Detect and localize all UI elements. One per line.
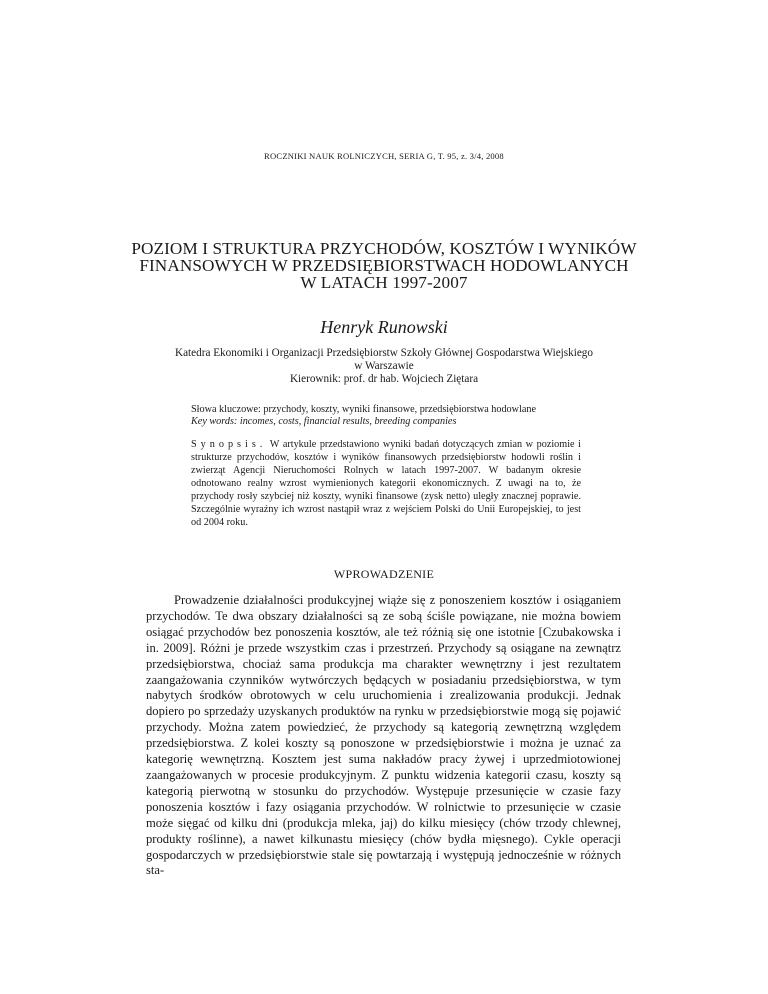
article-title bbox=[100, 240, 668, 291]
author-name: Henryk Runowski bbox=[320, 317, 448, 337]
author-affiliation bbox=[0, 347, 768, 386]
keywords-english: Key words: incomes, costs, financial results, breeding companies bbox=[191, 416, 457, 427]
keywords-polish: Słowa kluczowe: przychody, koszty, wyniki finansowe, przedsiębiorstwa hodowlane bbox=[191, 404, 536, 415]
body-paragraph: Prowadzenie działalności produkcyjnej wiąże się z ponoszeniem kosztów i osiąganiem przychodów. Te dwa obszary działalności są ze sobą ściśle powiązane, nie można bowiem osiągać przychodów bez ponoszenia kosztów, ale też różnią się one istotnie [Czubakowska i in. 2009]. Różni je przede wszystkim czas i przestrzeń. Przychody są osiągane na zewnątrz przedsiębiorstwa, chociaż sama produkcja ma charakter wewnętrzny i jest rezultatem zaangażowania czynników wytwórczych będących w posiadaniu przedsiębiorstwa, w tym nabytych środków obrotowych w celu uruchomienia i zrealizowania produkcji. Jednak dopiero po sprzedaży uzyskanych produktów na rynku w przedsiębiorstwie mogą się pojawić przychody. Można zatem powiedzieć, że przychody są kategorią zewnętrzną względem przedsiębiorstwa. Z kolei koszty są ponoszone w przedsiębiorstwie i można je uznać za kategorię wewnętrzną. Kosztem jest suma nakładów pracy żywej i uprzedmiotowionej zaangażowanych w procesie produkcyjnym. Z punktu widzenia kategorii czasu, koszty są kategorią pierwotną w stosunku do przychodów. Występuje przesunięcie w czasie fazy ponoszenia kosztów i fazy osiągania przychodów. W rolnictwie to przesunięcie w czasie może sięgać od kilku dni (produkcja mleka, jaj) do kilku miesięcy (chów trzody chlewnej, produkty roślinne), a nawet kilkunastu miesięcy (chów bydła mięsnego). Cykle operacji gospodarczych w przedsiębiorstwie stale się powtarzają i występują jednocześnie w różnych sta- bbox=[146, 593, 621, 878]
running-head: ROCZNIKI NAUK ROLNICZYCH, SERIA G, T. 95, z. 3/4, 2008 bbox=[264, 151, 504, 161]
affiliation-line-1: Katedra Ekonomiki i Organizacji Przedsiębiorstw Szkoły Głównej Gospodarstwa Wiejskiego bbox=[175, 347, 593, 359]
title-line-1: POZIOM I STRUKTURA PRZYCHODÓW, KOSZTÓW I WYNIKÓW bbox=[131, 239, 637, 258]
synopsis bbox=[191, 438, 581, 529]
affiliation-line-2: w Warszawie bbox=[354, 360, 414, 372]
title-line-3: W LATACH 1997-2007 bbox=[300, 273, 468, 292]
synopsis-label: Synopsis. bbox=[191, 439, 267, 450]
keywords-block bbox=[191, 404, 621, 428]
section-heading: WPROWADZENIE bbox=[333, 567, 435, 581]
synopsis-text: W artykule przedstawiono wyniki badań dotyczących zmian w poziomie i strukturze przychodów, kosztów i wyników finansowych przedsiębiorstw hodowli roślin i zwierząt Agencji Nieruchomości Rolnych w latach 1997-2007. W badanym okresie odnotowano realny wzrost wymienionych kategorii ekonomicznych. Z uwagi na to, że przychody rosły szybciej niż koszty, wyniki finansowe (zysk netto) uległy znacznej poprawie. Szczególnie wyraźny ich wzrost nastąpił wraz z wejściem Polski do Unii Europejskiej, to jest od 2004 roku. bbox=[191, 439, 581, 528]
title-line-2: FINANSOWYCH W PRZEDSIĘBIORSTWACH HODOWLANYCH bbox=[139, 256, 629, 275]
affiliation-line-3: Kierownik: prof. dr hab. Wojciech Ziętara bbox=[289, 373, 479, 385]
